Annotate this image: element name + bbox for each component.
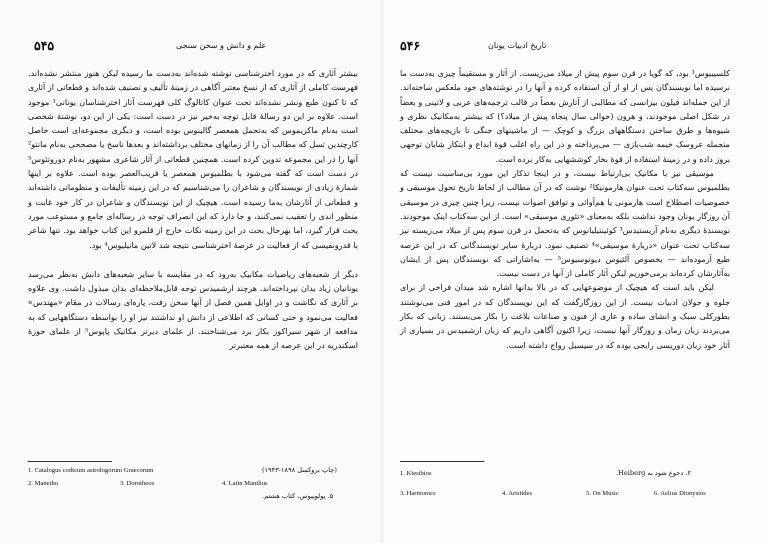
footnote: 5. On Music <box>586 490 619 497</box>
paragraph: موسیقی نیز با مکانیک بی‌ارتباط نیست، و در اینجا تذکار این مورد بی‌مناسبت نیست که بطلمیوس سه‌کتاب تحت عنوان هارمونیکا² نوشت که در آن مطالب از لحاظ تاریخ تحول موسیقی و خصوصیات اصطلاح است هارمونی یا هم‌آوائی و توافق اصوات نیست، زیرا چنین چیزی در موسیقی آن روزگار یونان وجود نداشت بلکه به‌معنای «تئوری موسیقی» است. از این سه‌کتاب اینک موجودند. نویسندهٔ دیگری به‌نام آریستیدس³ کوئینتیلیانوس که به‌تحمل در قرن سوم پس از میلاد می‌زیسته نیز سه‌کتاب تحت عنوان «دربارهٔ موسیقی»⁴ تصنیف نمود. دربارهٔ سایر نویسندگانی که در این عرصه طبع آزموده‌اند — بخصوص آلئیوس دیونوسیوس⁵ — به‌اشاراتی که نویسندگان پس از ایشان به‌آثارشان کرده‌اند برمی‌خوریم لیکن آثار کاملی از آنها در دست نیست. <box>400 168 731 279</box>
body-text <box>400 66 730 352</box>
footnote: (چاپ بروکسل ۱۸۹۸-۱۹۴۳) <box>262 466 337 474</box>
footnote: 1. Ktesibios <box>400 470 432 477</box>
footnote: 4. Aristides <box>502 490 533 497</box>
paragraph: لیکن باید است که هیچیک از موضوعهایی که در بالا بدانها اشاره شد میدان فراخی از برای جلوه و جولان ادبیات نیست. از این روزگارگفت که این نویسندگان که در امور فنی می‌نوشتند بطورکلی سبک و انشای ساده و عاری از فنون و صناعات بلاغت را بکار می‌بستند. زبانی که بکار می‌بردند زبان زمان و روزگار آنها نیست، زیرا اکنون آگاهی داریم که زبان ارشمیدس در بسیاری از آثار خود زبان دوریسی رایجی بوده که در سیسیل رواج داشته است. <box>400 282 730 350</box>
running-title: تاریخ ادبیات یونان <box>488 41 547 50</box>
footnote: 6. Aelius Dionysios <box>654 490 706 497</box>
body-text <box>28 66 358 353</box>
paragraph: بیشتر آثاری که در مورد اخترشناسی نوشته شده‌اند به‌دست ما رسیده لیکن هنوز منتشر نشده‌اند. فهرست کاملی از آثاری که از نسخ معتبر آگاهی در زمینهٔ تألیف و تصنیف شده‌اند و قطعاتی از آثاری که تا کنون طبع ونشر نشده‌اند تحت عنوان کاتالوگ کلی فهرست آثار اخترشناسان یونانی¹ موجود است. علاوه بر این دو رسالهٔ قابل توجه به‌خیر نیز در دست است: یکی از این دو، نوشتهٔ شخصی است به‌نام ماکزیموس که به‌تحمل همعصر گالینوس بوده است، و دیگری مجموعه‌ای است حاصل کارچندین تسل که مطالب آن را از زمانهای مختلف برداشته‌اند و بعدها ناسخ یا مصححی به‌نام مانتو² آنها را در این مجموعه تدوین کرده است. همچنین قطعاتی از آثار شاعری مشهور به‌نام دوروتئوس³ در دست است که گفته می‌شود با بطلمیوس همعصر یا قریب‌العصر بوده است. علاوه بر اینها شمارهٔ زیادی از نویسندگان و شاعران را می‌شناسیم که در این زمینه تألیفات و منظوماتی داشته‌اند و قطعاتی از آثارشان به‌ما رسیده است. هیچیک از این نویسندگان و شاعران در کار خود غایت و منظور اندی را تعقیب نمی‌کنند، و جا دارد که این انصراف توجه در رساله‌ای جامع و مستوعب مورد بحث قرار گیرد، اما بهرحال بحث در این زمینه نکات خارج از قلمرو این کتاب خواهد بود. تنها شاعر با قدرونفیسی که از فعالیت در عرصهٔ اخترشناسی نتیجه شد لاتین مانیلیوس⁴ بود. <box>28 68 358 250</box>
footnote: ۵. پولوپیوس، کتاب هشتم. <box>262 492 334 500</box>
page-number: ۵۴۶ <box>400 38 421 53</box>
footnote: 2. Manetho <box>28 480 59 487</box>
footnote-rule <box>400 461 484 462</box>
footnote: 3. Dorotheos <box>120 480 155 487</box>
running-title: علم و دانش و سخن سنجی <box>176 41 267 50</box>
page-number: ۵۴۵ <box>34 38 55 53</box>
paragraph: کلسیبیوس¹ بود، که گویا در قرن سوم پیش از میلاد می‌زیست. از آثار و مستقیماً چیزی به‌دست ما نرسیده اما نویسندگان پس از او از آن استفاده کرده و آنها را در نوشته‌های خود ملعکس ساخته‌اند. از این جمله‌اند فیلون بیزانسی که مطالبی از آثارش بعضاً در قالب ترجمه‌های عربی و لاتینی و بعضاً در شکل اصلی موجودند، و هرون (حوالی سال پنجاه پیش از میلاد؟) که بیشتر به‌مکانیک نظری و شیوه‌ها و طرق ساختن دستگاههای بزرگ و کوچک — از ماشینهای جنگی تا بازیچه‌های مختلف منجمله عروسک خیمه شب‌بازی — می‌پرداخته و در این راه اغلب قوهٔ ابداع و ابتکار شایان توجهی بروز داده و در زمینهٔ استفاده از قوهٔ بخار کوششهایی به‌کار برده است. <box>400 68 730 164</box>
footnote: 1. Catalogus codicum astrologorum Graecorum <box>28 467 154 474</box>
footnote: ۲. دجوع شود به Heiberg. <box>616 469 691 477</box>
right-page <box>384 0 768 543</box>
paragraph: دیگر از شعبه‌های ریاضیات مکانیک به‌رود که در مقایسه با سایر شعبه‌های دانش به‌نظر می‌رسد یونانیان زیاد بدان نپرداخته‌اند. هرچند ارشمیدس توجه قابل‌ملاحظه‌ای بدان مبذول داشت. وی علاوه بر آثاری که نگاشت و در اوایل همین فصل از آنها سخن رفت، پاره‌ای رسالات در مقام «مهندس» فعالیت می‌نمود و حتی کسانی که اطلاعی از دانش او نداشتند نیز او را بواسطه دستگاههایی که به مدافعه از شهر سیراکوز بکار برد می‌شناختند. از علمای دیرتر مکانیک پاپوس⁵ از علمای حوزهٔ اسکندریه در این عرصه از همه معتبرتر <box>28 268 359 351</box>
footnote-rule <box>28 461 112 462</box>
footnote: 3. Harmonics <box>400 490 436 497</box>
footnote: 4. Latin Manilius <box>222 480 268 487</box>
